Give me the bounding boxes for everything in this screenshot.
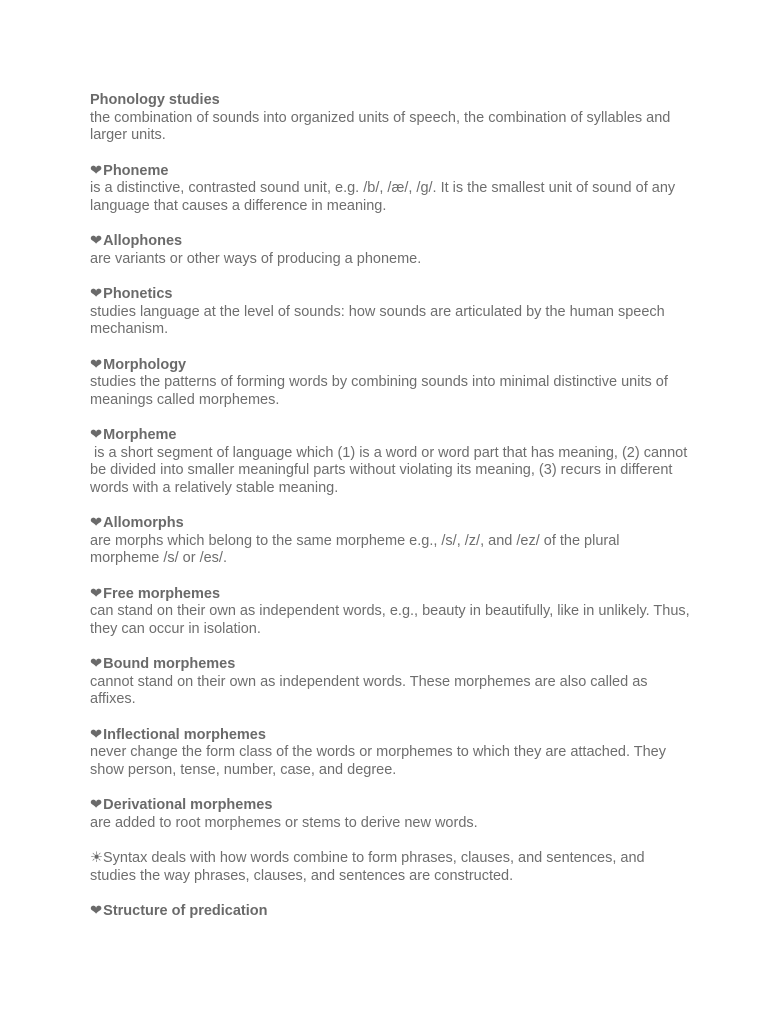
heart-icon: ❤ [90,903,103,919]
heart-icon: ❤ [90,162,103,179]
intro-entry [90,92,690,145]
heart-icon: ❤ [90,656,103,672]
entry-definition: are added to root morphemes or stems to derive new words. [90,814,478,831]
entry-term-label: Inflectional morphemes [103,726,266,743]
heart-icon: ❤ [90,797,103,813]
syntax-paragraph-text: Syntax deals with how words combine to form phrases, clauses, and sentences, and studies the way phrases, clauses, and sentences are constructed. [90,850,645,884]
entry-definition: cannot stand on their own as independent words. These morphemes are also called as affixes. [90,673,652,707]
entry-allomorphs [90,515,690,568]
entry-term-label: Phonetics [103,286,173,302]
entry-definition: are variants or other ways of producing a phoneme. [90,250,422,267]
entry-definition: is a short segment of language which (1) is a word or word part that has meaning, (2) cannot be divided into smaller meaningful parts without violating its meaning, (3) recurs in different words with a relatively stable meaning. [90,444,692,496]
heart-icon: ❤ [90,515,103,531]
entry-morpheme [90,427,690,497]
final-heading-entry [90,903,690,921]
entry-term [90,427,690,445]
entry-term-label: Allomorphs [103,515,184,531]
heart-icon: ❤ [90,233,103,249]
entry-term-label: Allophones [103,233,183,249]
intro-term: Phonology studies [90,92,220,108]
entry-allophones [90,233,690,268]
document-page [90,92,694,939]
entry-term [90,357,690,375]
entry-term-label: Phoneme [103,162,169,179]
intro-definition: the combination of sounds into organized units of speech, the combination of syllables and larger units. [90,109,675,143]
heart-icon: ❤ [90,286,103,302]
entry-term [90,515,690,533]
entry-definition: can stand on their own as independent words, e.g., beauty in beautifully, like in unlikely. Thus, they can occur in isolation. [90,603,694,637]
entry-phoneme [90,163,690,216]
entry-definition: is a distinctive, contrasted sound unit, e.g. /b/, /æ/, /g/. It is the smallest unit of sound of any language that causes a difference in meaning. [90,180,680,214]
entry-term [90,797,690,815]
final-heading-label: Structure of predication [103,903,268,919]
entry-morphology [90,357,690,410]
entry-free-morphemes [90,585,694,639]
entry-definition: never change the form class of the words or morphemes to which they are attached. They show person, tense, number, case, and degree. [90,744,671,778]
entry-term [90,656,690,674]
heart-icon: ❤ [90,585,103,602]
entry-term-label: Bound morphemes [103,656,236,672]
entry-derivational-morphemes [90,797,690,832]
heart-icon: ❤ [90,726,103,743]
entry-definition: are morphs which belong to the same morpheme e.g., /s/, /z/, and /ez/ of the plural morpheme /s/ or /es/. [90,532,624,566]
entry-term-label: Morpheme [103,427,177,443]
entry-term-label: Derivational morphemes [103,797,273,813]
entry-definition: studies the patterns of forming words by combining sounds into minimal distinctive units of meanings called morphemes. [90,374,672,408]
entry-term-label: Morphology [103,356,187,373]
entry-term [90,586,690,604]
entry-phonetics [90,286,690,339]
entry-term [90,286,690,304]
syntax-paragraph [90,850,690,885]
heart-icon: ❤ [90,356,103,373]
sun-icon: ☀ [90,850,103,866]
final-heading [90,903,690,921]
entry-term [90,727,690,745]
entry-bound-morphemes [90,656,690,709]
entry-definition: studies language at the level of sounds: how sounds are articulated by the human speech mechanism. [90,303,669,337]
entry-term-label: Free morphemes [103,585,221,602]
entry-inflectional-morphemes [90,727,690,780]
entry-term [90,163,690,181]
heart-icon: ❤ [90,427,103,443]
entry-term [90,233,690,251]
